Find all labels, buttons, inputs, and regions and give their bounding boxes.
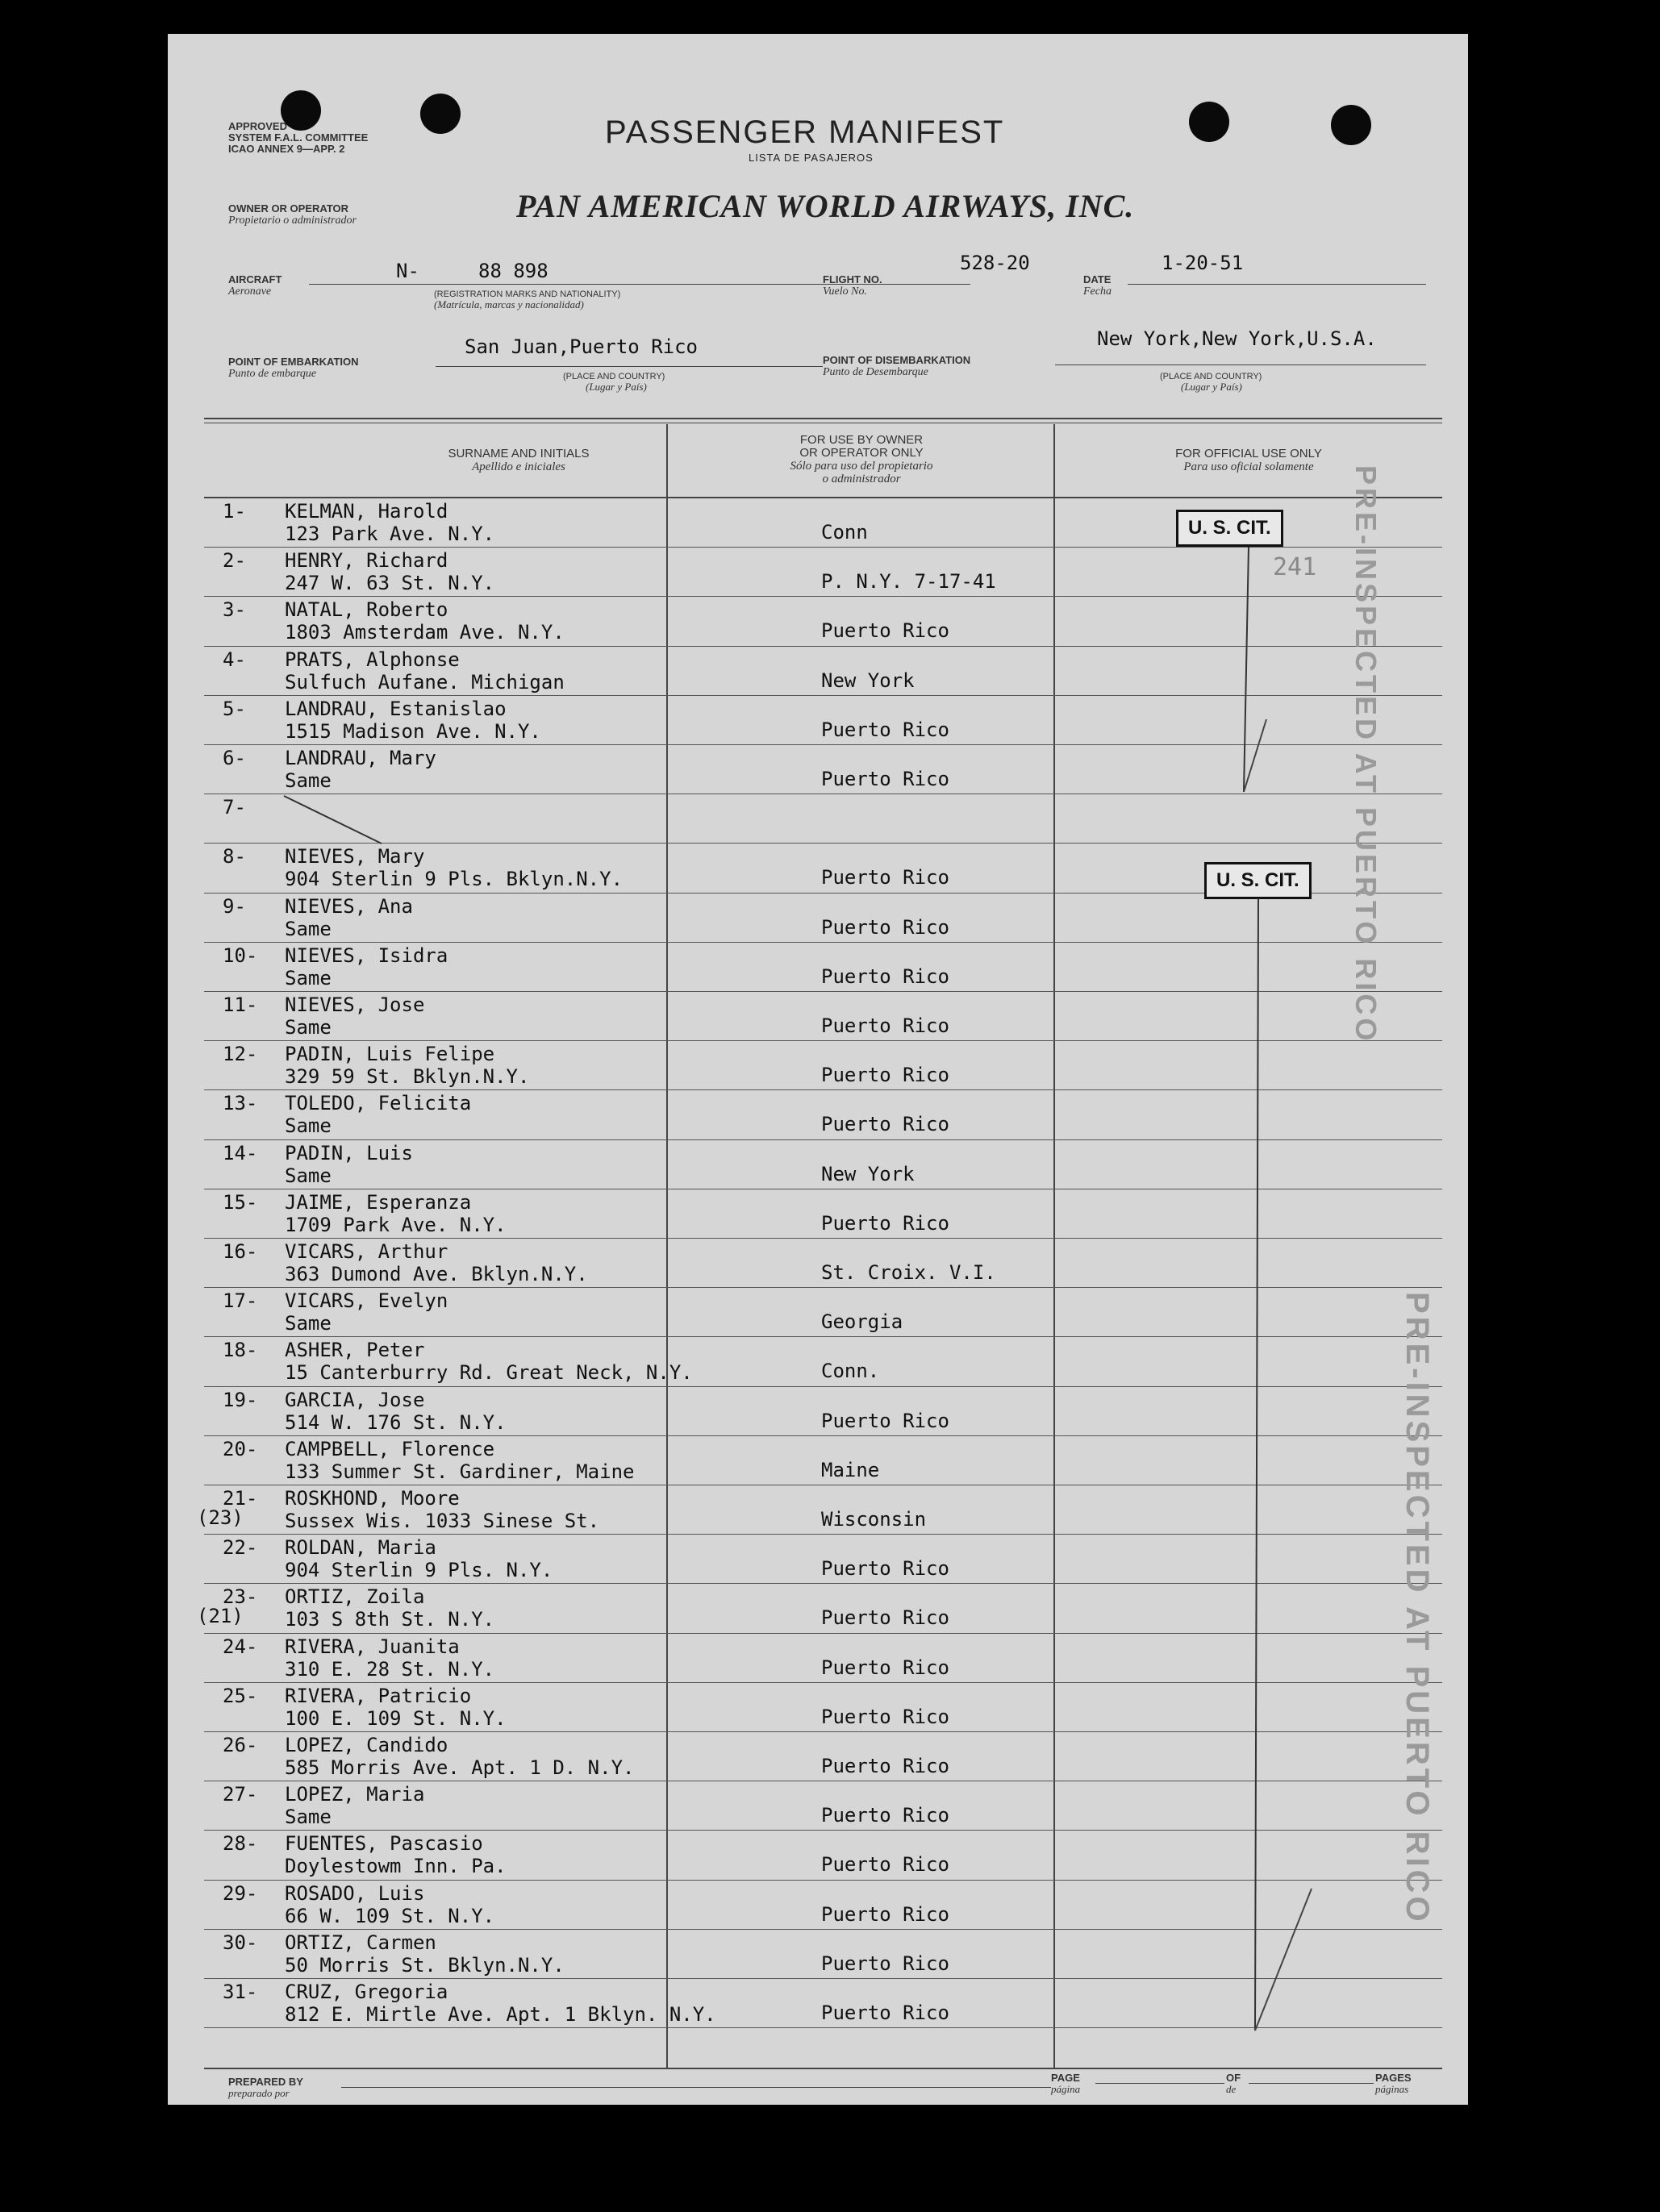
passenger-name: CAMPBELL, Florence <box>285 1437 495 1460</box>
passenger-name: NIEVES, Jose <box>285 994 425 1016</box>
passenger-number: 13- <box>223 1092 258 1115</box>
passenger-name: LOPEZ, Candido <box>285 1734 448 1756</box>
passenger-number: 27- <box>223 1783 258 1806</box>
passenger-number: 20- <box>223 1437 258 1460</box>
passenger-name: RIVERA, Juanita <box>285 1635 460 1658</box>
passenger-address: Same <box>285 1312 332 1335</box>
embark-value: San Juan,Puerto Rico <box>465 335 698 358</box>
surname-header-es: Apellido e iniciales <box>472 460 565 473</box>
passenger-owner-note: New York <box>821 669 915 692</box>
passenger-number: 4- <box>223 648 246 671</box>
passenger-owner-note: Puerto Rico <box>821 866 949 889</box>
manifest-page <box>168 34 1468 2105</box>
owner-header-2: OR OPERATOR ONLY <box>799 446 924 460</box>
passenger-number: 5- <box>223 697 246 720</box>
passenger-name: PADIN, Luis <box>285 1141 413 1164</box>
passenger-address: 904 Sterlin 9 Pls. N.Y. <box>285 1559 553 1582</box>
passenger-address: Sussex Wis. 1033 Sinese St. <box>285 1510 600 1532</box>
aircraft-label-es: Aeronave <box>228 285 272 298</box>
stamp-number: 241 <box>1273 553 1317 581</box>
passenger-name: NIEVES, Mary <box>285 845 425 869</box>
passenger-name: KELMAN, Harold <box>285 500 448 523</box>
passenger-name: RIVERA, Patricio <box>285 1684 472 1707</box>
passenger-address: Same <box>285 1114 332 1138</box>
pages-label: PAGES <box>1375 2072 1412 2084</box>
passenger-number: 28- <box>223 1832 258 1856</box>
passenger-owner-note: P. N.Y. 7-17-41 <box>821 570 996 594</box>
owner-header-es-2: o administrador <box>822 473 901 485</box>
embark-label: POINT OF EMBARKATION <box>228 356 359 368</box>
passenger-address: 1515 Madison Ave. N.Y. <box>285 719 541 743</box>
passenger-name: CRUZ, Gregoria <box>285 1981 448 2003</box>
passenger-owner-note: Puerto Rico <box>821 1755 949 1777</box>
owner-header-1: FOR USE BY OWNER <box>799 433 924 447</box>
passenger-number: 26- <box>223 1734 258 1756</box>
passenger-name: LANDRAU, Estanislao <box>285 697 507 720</box>
passenger-name: FUENTES, Pascasio <box>285 1832 483 1856</box>
passenger-number: 12- <box>223 1043 258 1066</box>
date-label-es: Fecha <box>1083 285 1112 298</box>
flight-label-es: Vuelo No. <box>823 285 867 298</box>
passenger-owner-note: Puerto Rico <box>821 768 949 790</box>
passenger-name: ORTIZ, Carmen <box>285 1931 436 1954</box>
official-header: FOR OFFICIAL USE ONLY <box>1175 447 1322 460</box>
passenger-address: 123 Park Ave. N.Y. <box>285 523 495 545</box>
passenger-number: 1- <box>223 500 246 523</box>
passenger-number: 15- <box>223 1190 258 1214</box>
prepared-by-line <box>341 2087 1051 2088</box>
passenger-address: 133 Summer St. Gardiner, Maine <box>285 1460 635 1483</box>
registration-note-es: (Matrícula, marcas y nacionalidad) <box>434 298 584 310</box>
passenger-address: 247 W. 63 St. N.Y. <box>285 572 495 595</box>
passenger-address: 514 W. 176 St. N.Y. <box>285 1410 507 1434</box>
passenger-owner-note: Puerto Rico <box>821 619 949 643</box>
passenger-owner-note: Puerto Rico <box>821 2002 949 2024</box>
passenger-owner-note: Puerto Rico <box>821 1804 949 1827</box>
embark-label-es: Punto de embarque <box>228 368 317 380</box>
us-citizen-stamp: U. S. CIT. <box>1176 510 1283 547</box>
flight-number: 528-20 <box>960 252 1030 274</box>
preinspected-stamp: PRE-INSPECTED AT PUERTO RICO <box>1399 1292 1435 1925</box>
passenger-number: 11- <box>223 994 258 1016</box>
passenger-number: 10- <box>223 944 258 967</box>
passenger-address: Same <box>285 1164 332 1187</box>
prepared-by-label: PREPARED BY <box>228 2076 303 2088</box>
approval-line: SYSTEM F.A.L. COMMITTEE <box>228 131 369 144</box>
passenger-address: Same <box>285 966 332 989</box>
passenger-number: 30- <box>223 1931 258 1954</box>
passenger-owner-note: Conn <box>821 521 868 544</box>
passenger-number: 14- <box>223 1141 258 1164</box>
disembark-place-note: (PLACE AND COUNTRY) <box>1160 372 1262 381</box>
passenger-name: NIEVES, Isidra <box>285 944 448 967</box>
passenger-owner-note: Puerto Rico <box>821 1853 949 1877</box>
approval-line: ICAO ANNEX 9—APP. 2 <box>228 143 345 155</box>
passenger-owner-note: Puerto Rico <box>821 1656 949 1679</box>
passenger-number: 21- <box>223 1487 258 1510</box>
passenger-owner-note: Puerto Rico <box>821 1952 949 1975</box>
of-label: OF <box>1226 2072 1241 2084</box>
passenger-name: ORTIZ, Zoila <box>285 1585 425 1609</box>
passenger-owner-note: Puerto Rico <box>821 1211 949 1235</box>
passenger-address: 363 Dumond Ave. Bklyn.N.Y. <box>285 1263 588 1285</box>
passenger-owner-note: New York <box>821 1162 915 1185</box>
passenger-name: PRATS, Alphonse <box>285 648 460 671</box>
passenger-address: 812 E. Mirtle Ave. Apt. 1 Bklyn. N.Y. <box>285 2003 716 2026</box>
passenger-number: 18- <box>223 1339 258 1362</box>
passenger-name: HENRY, Richard <box>285 549 448 573</box>
passenger-number: 25- <box>223 1684 258 1707</box>
passenger-name: ROSADO, Luis <box>285 1881 425 1905</box>
embark-place-note: (PLACE AND COUNTRY) <box>563 372 665 381</box>
page-label-es: página <box>1051 2083 1081 2095</box>
registration-note: (REGISTRATION MARKS AND NATIONALITY) <box>434 290 621 299</box>
passenger-owner-note: Puerto Rico <box>821 1113 949 1136</box>
date-label: DATE <box>1083 273 1112 285</box>
passenger-address: 100 E. 109 St. N.Y. <box>285 1706 507 1730</box>
aircraft-prefix: N- <box>396 260 419 282</box>
passenger-name: LANDRAU, Mary <box>285 747 436 769</box>
passenger-address: Same <box>285 917 332 940</box>
passenger-owner-note: Puerto Rico <box>821 915 949 939</box>
passenger-name: VICARS, Evelyn <box>285 1289 448 1313</box>
passenger-address: Doylestowm Inn. Pa. <box>285 1855 507 1878</box>
passenger-owner-note: Conn. <box>821 1360 880 1383</box>
passenger-name: JAIME, Esperanza <box>285 1190 472 1214</box>
passenger-owner-note: St. Croix. V.I. <box>821 1261 996 1284</box>
passenger-owner-note: Puerto Rico <box>821 1606 949 1630</box>
passenger-address: 1709 Park Ave. N.Y. <box>285 1213 507 1236</box>
passenger-owner-note: Puerto Rico <box>821 1409 949 1432</box>
passenger-name: LOPEZ, Maria <box>285 1783 425 1806</box>
passenger-owner-note: Wisconsin <box>821 1508 927 1531</box>
passenger-number: 9- <box>223 894 246 918</box>
passenger-number: 6- <box>223 747 246 769</box>
passenger-address: 310 E. 28 St. N.Y. <box>285 1657 495 1681</box>
passenger-owner-note: Puerto Rico <box>821 1014 949 1037</box>
aircraft-value: 88 898 <box>478 260 548 282</box>
approval-line: APPROVED <box>228 120 287 132</box>
passenger-owner-note: Puerto Rico <box>821 718 949 741</box>
passenger-address: Same <box>285 1016 332 1039</box>
passenger-address: 103 S 8th St. N.Y. <box>285 1608 495 1631</box>
page-subtitle: LISTA DE PASAJEROS <box>749 152 874 164</box>
of-label-es: de <box>1226 2083 1237 2095</box>
passenger-owner-note: Maine <box>821 1458 880 1481</box>
passenger-address: 585 Morris Ave. Apt. 1 D. N.Y. <box>285 1756 635 1779</box>
passenger-owner-note: Georgia <box>821 1310 903 1334</box>
passenger-name: NATAL, Roberto <box>285 598 448 622</box>
passenger-owner-note: Puerto Rico <box>821 1705 949 1728</box>
date-value: 1-20-51 <box>1162 252 1244 274</box>
passenger-address: 50 Morris St. Bklyn.N.Y. <box>285 1953 565 1977</box>
passenger-number: 3- <box>223 598 246 622</box>
passenger-name: ASHER, Peter <box>285 1339 425 1362</box>
passenger-number: 29- <box>223 1881 258 1905</box>
passenger-number-alt: (23) <box>197 1506 244 1529</box>
flight-label: FLIGHT NO. <box>823 273 882 285</box>
passenger-name: GARCIA, Jose <box>285 1388 425 1411</box>
passenger-address: 66 W. 109 St. N.Y. <box>285 1904 495 1927</box>
passenger-name: NIEVES, Ana <box>285 894 413 918</box>
passenger-number: 23- <box>223 1585 258 1609</box>
page-line <box>1095 2083 1224 2084</box>
passenger-number: 17- <box>223 1289 258 1313</box>
passenger-name: ROLDAN, Maria <box>285 1536 436 1560</box>
passenger-number: 2- <box>223 549 246 573</box>
passenger-number: 7- <box>223 796 246 819</box>
passenger-number: 24- <box>223 1635 258 1658</box>
passenger-name: TOLEDO, Felicita <box>285 1092 472 1115</box>
owner-label: OWNER OR OPERATOR <box>228 202 349 215</box>
passenger-number: 16- <box>223 1240 258 1263</box>
disembark-value: New York,New York,U.S.A. <box>1097 327 1377 350</box>
surname-header: SURNAME AND INITIALS <box>448 447 590 460</box>
disembark-label-es: Punto de Desembarque <box>823 366 928 378</box>
passenger-number-alt: (21) <box>197 1605 244 1628</box>
of-line <box>1249 2083 1374 2084</box>
owner-header-es-1: Sólo para uso del propietario <box>790 460 933 473</box>
disembark-place-note-es: (Lugar y País) <box>1181 381 1242 393</box>
passenger-address: Sulfuch Aufane. Michigan <box>285 670 565 694</box>
passenger-owner-note: Puerto Rico <box>821 1557 949 1581</box>
disembark-label: POINT OF DISEMBARKATION <box>823 354 971 366</box>
passenger-number: 31- <box>223 1981 258 2003</box>
passenger-address: 904 Sterlin 9 Pls. Bklyn.N.Y. <box>285 868 624 891</box>
passenger-address: 15 Canterburry Rd. Great Neck, N.Y. <box>285 1361 693 1385</box>
pencil-marks <box>168 34 1468 2105</box>
passenger-name: VICARS, Arthur <box>285 1240 448 1263</box>
passenger-address: Same <box>285 1806 332 1829</box>
owner-label-es: Propietario o administrador <box>228 215 357 227</box>
preinspected-stamp: PRE-INSPECTED AT PUERTO RICO <box>1349 465 1383 1044</box>
passenger-number: 8- <box>223 845 246 869</box>
embark-place-note-es: (Lugar y País) <box>586 381 647 393</box>
passenger-number: 19- <box>223 1388 258 1411</box>
passenger-name: PADIN, Luis Felipe <box>285 1043 495 1066</box>
pages-label-es: páginas <box>1375 2083 1409 2095</box>
company-name: PAN AMERICAN WORLD AIRWAYS, INC. <box>516 188 1135 224</box>
aircraft-label: AIRCRAFT <box>228 273 282 285</box>
us-citizen-stamp: U. S. CIT. <box>1204 862 1312 899</box>
passenger-name: ROSKHOND, Moore <box>285 1487 460 1510</box>
prepared-by-label-es: preparado por <box>228 2087 290 2099</box>
passenger-owner-note: Puerto Rico <box>821 1902 949 1926</box>
page-label: PAGE <box>1051 2072 1080 2084</box>
passenger-address: Same <box>285 769 332 792</box>
passenger-owner-note: Puerto Rico <box>821 964 949 988</box>
passenger-owner-note: Puerto Rico <box>821 1064 949 1087</box>
passenger-address: 1803 Amsterdam Ave. N.Y. <box>285 621 565 644</box>
passenger-address: 329 59 St. Bklyn.N.Y. <box>285 1065 530 1089</box>
page-title: PASSENGER MANIFEST <box>605 115 1005 150</box>
passenger-number: 22- <box>223 1536 258 1560</box>
official-header-es: Para uso oficial solamente <box>1183 460 1314 473</box>
